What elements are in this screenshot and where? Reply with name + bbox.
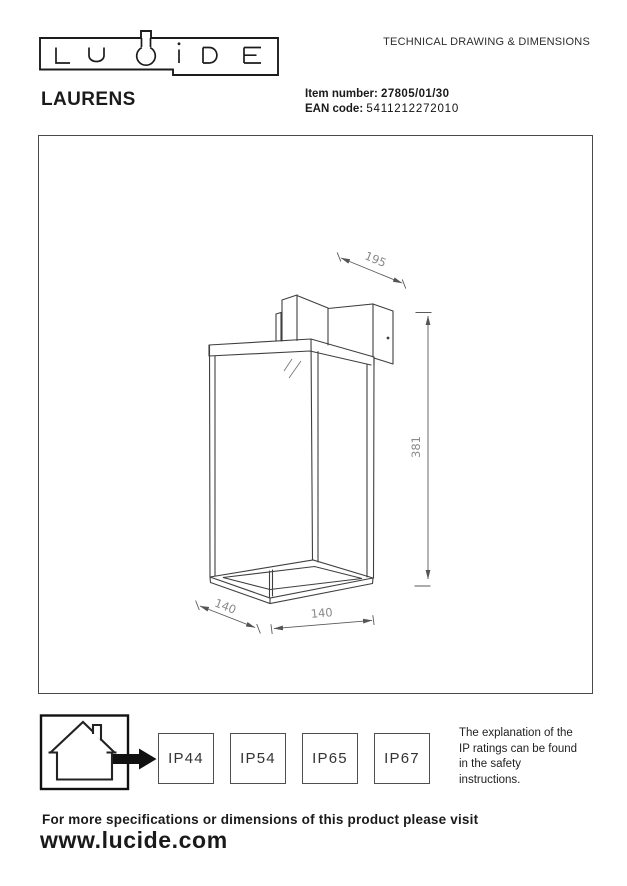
item-number-label: Item number:	[305, 88, 378, 100]
ip-badge-ip54: IP54	[230, 733, 286, 784]
indoor-outdoor-pictogram	[38, 712, 162, 796]
lantern-wireframe	[209, 295, 393, 604]
dim-140-right-line	[274, 620, 372, 628]
ip-note	[459, 726, 577, 788]
house-chimney	[93, 725, 101, 741]
arrow-right-icon	[113, 749, 157, 770]
item-number-value: 27805/01/30	[381, 88, 450, 100]
lucide-logo-art	[36, 25, 286, 81]
lantern-base-outer	[210, 560, 373, 598]
logo-box-outline	[40, 31, 278, 75]
website-link[interactable]: www.lucide.com	[40, 827, 228, 853]
item-info-block	[305, 87, 459, 117]
logo-letter-d	[203, 48, 217, 64]
mount-bracket	[276, 295, 328, 345]
item-number-row	[305, 87, 459, 102]
logo-i-dot	[178, 42, 181, 45]
dim-label-195: 195	[362, 248, 389, 270]
glass-shine-marks	[284, 359, 301, 378]
technical-drawing	[38, 135, 594, 695]
wall-plate	[328, 304, 393, 364]
ip-note-line: in the safety	[459, 758, 522, 770]
lantern-top-frame	[209, 339, 374, 366]
ip-badge-ip67: IP67	[374, 733, 430, 784]
bulb-c-glyph	[137, 38, 156, 65]
dim-label-140-left: 140	[212, 595, 239, 617]
ip-note-line: IP ratings can be found	[459, 742, 578, 755]
ip-note-line: The explanation of the	[459, 727, 573, 739]
logo-letter-u	[89, 48, 104, 62]
ip-note-line: instructions.	[459, 773, 521, 786]
ean-code-value: 5411212272010	[366, 103, 460, 115]
ean-code-label: EAN code:	[305, 103, 364, 115]
product-name: LAURENS	[41, 89, 136, 110]
document-type-label: TECHNICAL DRAWING & DIMENSIONS	[383, 36, 590, 48]
ean-code-row	[305, 102, 459, 117]
house-roof	[50, 722, 115, 753]
house-walls	[57, 753, 112, 780]
dim-label-140-right: 140	[310, 605, 334, 621]
logo-letter-e	[244, 48, 261, 64]
lucide-logo	[36, 25, 286, 81]
visit-text: For more specifications or dimensions of this product please visit	[42, 812, 479, 827]
house-icon	[49, 722, 117, 780]
logo-letter-l	[56, 48, 70, 64]
ip-badge-ip65: IP65	[302, 733, 358, 784]
ip-badge-ip44: IP44	[158, 733, 214, 784]
lantern-posts	[210, 339, 375, 578]
wall-plate-screw-dot	[387, 337, 390, 340]
dim-label-381: 381	[409, 436, 423, 458]
